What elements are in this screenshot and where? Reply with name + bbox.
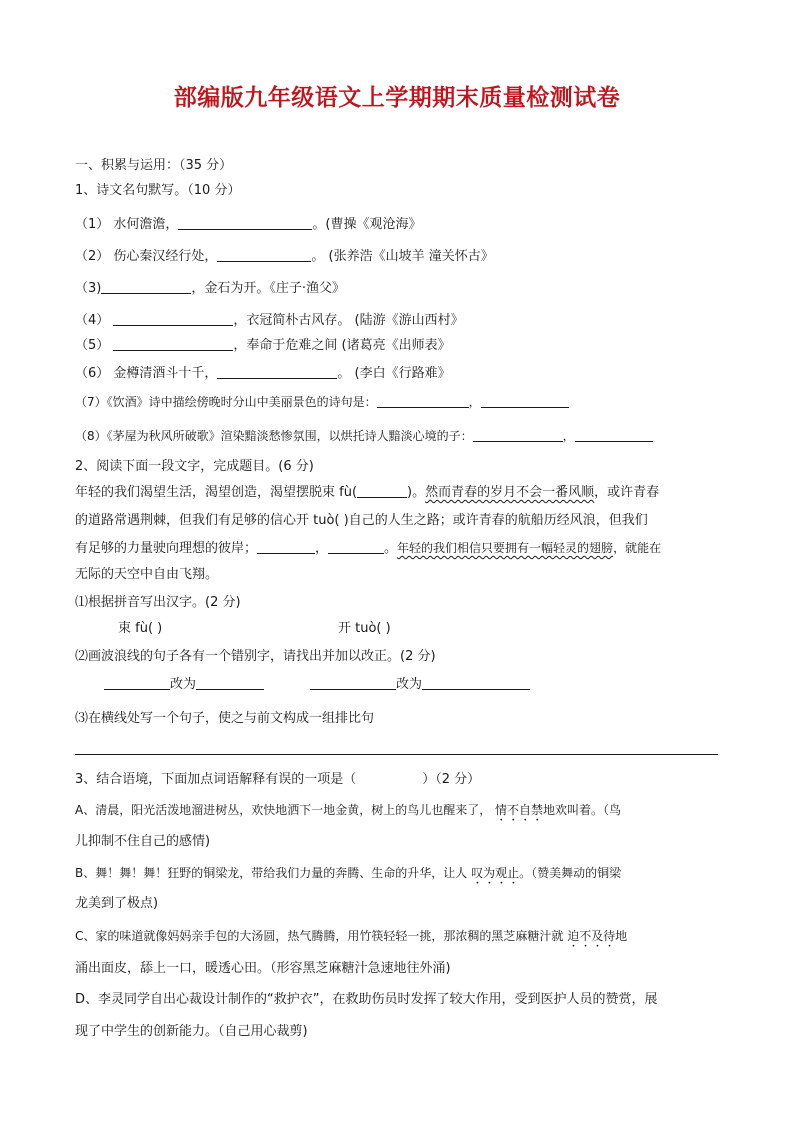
q1-item-3-post: ，金石为开。《庄子·渔父》: [191, 281, 345, 296]
q1-item-3-pre: （3): [75, 281, 102, 296]
passage-line-3: [75, 537, 661, 560]
passage-text: ，: [315, 541, 329, 556]
answer-blank[interactable]: [178, 215, 312, 230]
option-c-line-1: [75, 925, 627, 950]
q1-item-7-pre: （7）《饮酒》诗中描绘傍晚时分山中美丽景色的诗句是：: [75, 395, 377, 409]
answer-blank[interactable]: [113, 311, 233, 326]
answer-blank[interactable]: [113, 336, 233, 351]
answer-blank[interactable]: [196, 675, 264, 690]
option-c-line-2: 涌出面皮，舔上一口，暖透心田。（形容黑芝麻糖汁急速地往外涌): [75, 961, 451, 976]
answer-blank[interactable]: [217, 247, 311, 262]
answer-blank[interactable]: [101, 279, 191, 294]
option-text: A、清晨，阳光活泼地溜进树丛，欢快地洒下一地金黄，树上的鸟儿也醒来了，: [75, 803, 496, 817]
q1-item-5-pre: （5）: [75, 338, 114, 353]
option-a-line-2: 儿抑制不住自己的感情): [75, 834, 211, 849]
q1-item-8: [75, 425, 653, 447]
passage-text: ，或许青春: [594, 485, 660, 500]
passage-line-1: [75, 482, 659, 504]
pinyin-blank-tuo: 开 tuò( ): [338, 621, 391, 636]
option-text: B、舞！舞！舞！狂野的铜梁龙，带给我们力量的奔腾、生命的升华，让人: [75, 866, 472, 880]
q1-item-5: [75, 335, 451, 357]
answer-blank[interactable]: [310, 675, 396, 690]
q1-item-7: [75, 391, 569, 413]
q1-item-8-mid: ，: [562, 429, 575, 443]
gai-label: 改为: [396, 677, 423, 692]
answer-blank[interactable]: [377, 393, 469, 408]
q1-item-7-mid: ，: [468, 395, 481, 409]
option-text: 。（赞美舞动的铜梁: [519, 866, 622, 880]
gai-label: 改为: [170, 677, 197, 692]
q1-item-2: [75, 246, 494, 268]
dotted-word: 迫不及待: [567, 929, 616, 943]
correction-row: [104, 674, 530, 696]
option-d-line-2: 现了中学生的创新能力。（自己用心裁剪): [75, 1024, 308, 1039]
q3-stem-b: ）（2 分）: [422, 772, 481, 787]
option-b-line-1: [75, 862, 621, 887]
q3-stem-a: 3、结合语境，下面加点词语解释有误的一项是（: [75, 772, 357, 787]
passage-text: )。: [407, 485, 426, 500]
passage-line-2: 的道路常遇荆棘，但我们有足够的信心开 tuò( )自己的人生之路；或许青春的航船历经风浪，但我们: [75, 513, 648, 528]
q1-item-8-pre: （8）《茅屋为秋风所破歌》渲染黯淡愁惨氛围，以烘托诗人黯淡心境的子：: [75, 429, 473, 443]
sub-question-2: ⑵画波浪线的句子各有一个错别字，请找出并加以改正。(2 分): [75, 649, 436, 664]
q1-item-4-post: ，衣冠简朴古风存。 (陆游《游山西村》: [233, 313, 464, 328]
q1-item-6-pre: （6） 金樽清酒斗十千，: [75, 366, 218, 381]
sub-question-3: ⑶在横线处写一个句子，使之与前文构成一组排比句: [75, 711, 375, 726]
passage-text: 。: [384, 541, 398, 556]
option-b-line-2: 龙美到了极点): [75, 896, 159, 911]
q1-item-4-pre: （4）: [75, 313, 114, 328]
question-2-stem: 2、阅读下面一段文字，完成题目。(6 分): [75, 459, 314, 474]
q1-item-6: [75, 363, 451, 385]
section-heading: 一、积累与运用：（35 分）: [75, 158, 233, 173]
question-1-stem: 1、诗文名句默写。（10 分）: [75, 183, 241, 198]
answer-blank[interactable]: [257, 539, 315, 554]
question-3-stem: [75, 769, 480, 791]
answer-blank[interactable]: [422, 675, 530, 690]
answer-blank[interactable]: [473, 427, 563, 442]
answer-blank[interactable]: [104, 675, 170, 690]
option-text: C、家的味道就像妈妈亲手包的大汤圆，热气腾腾，用竹筷轻轻一挑，那浓稠的黑芝麻糖汁就: [75, 929, 568, 943]
option-text: 地: [615, 929, 628, 943]
passage-text: 年轻的我们渴望生活，渴望创造，渴望摆脱束 fù(: [75, 485, 358, 500]
q1-item-1: [75, 214, 421, 236]
q1-item-5-post: ，奉命于危难之间 (诸葛亮《出师表》: [233, 338, 451, 353]
q1-item-6-post: 。 (李白《行路难》: [337, 366, 451, 381]
q1-item-2-post: 。 (张养浩《山坡羊 潼关怀古》: [311, 249, 494, 264]
sub-question-1: ⑴根据拼音写出汉字。(2 分): [75, 595, 241, 610]
answer-blank[interactable]: [575, 427, 653, 442]
answer-blank[interactable]: [357, 483, 407, 498]
page-title: 部编版九年级语文上学期期末质量检测试卷: [173, 85, 621, 111]
dotted-word: 叹为观止: [471, 866, 520, 880]
passage-text: ，就能在: [613, 541, 662, 555]
passage-line-4: 无际的天空中自由飞翔。: [75, 567, 219, 582]
q1-item-4: [75, 310, 464, 332]
answer-blank[interactable]: [217, 364, 337, 379]
wavy-sentence-1: 然而青春的岁月不会一番风顺: [425, 485, 595, 500]
option-d-line-1: D、李灵同学自出心裁设计制作的“救护衣”，在救助伤员时发挥了较大作用，受到医护人员的赞赏，展: [75, 992, 658, 1007]
q1-item-3: [75, 278, 345, 300]
option-a-line-1: [75, 799, 621, 824]
q1-item-2-pre: （2） 伤心秦汉经行处，: [75, 249, 218, 264]
answer-blank[interactable]: [481, 393, 569, 408]
passage-text: 有足够的力量驶向理想的彼岸；: [75, 541, 258, 556]
dotted-word: 情不自禁: [495, 803, 544, 817]
answer-blank[interactable]: [328, 539, 384, 554]
q1-item-1-post: 。(曹操《观沧海》: [312, 217, 422, 232]
answer-line[interactable]: [75, 754, 718, 755]
q1-item-1-pre: （1） 水何澹澹，: [75, 217, 179, 232]
pinyin-blank-fu: 束 fù( ): [118, 621, 163, 636]
wavy-sentence-2: 年轻的我们相信只要拥有一幅轻灵的翅膀: [397, 541, 614, 555]
option-text: 地欢叫着。（鸟: [543, 803, 622, 817]
